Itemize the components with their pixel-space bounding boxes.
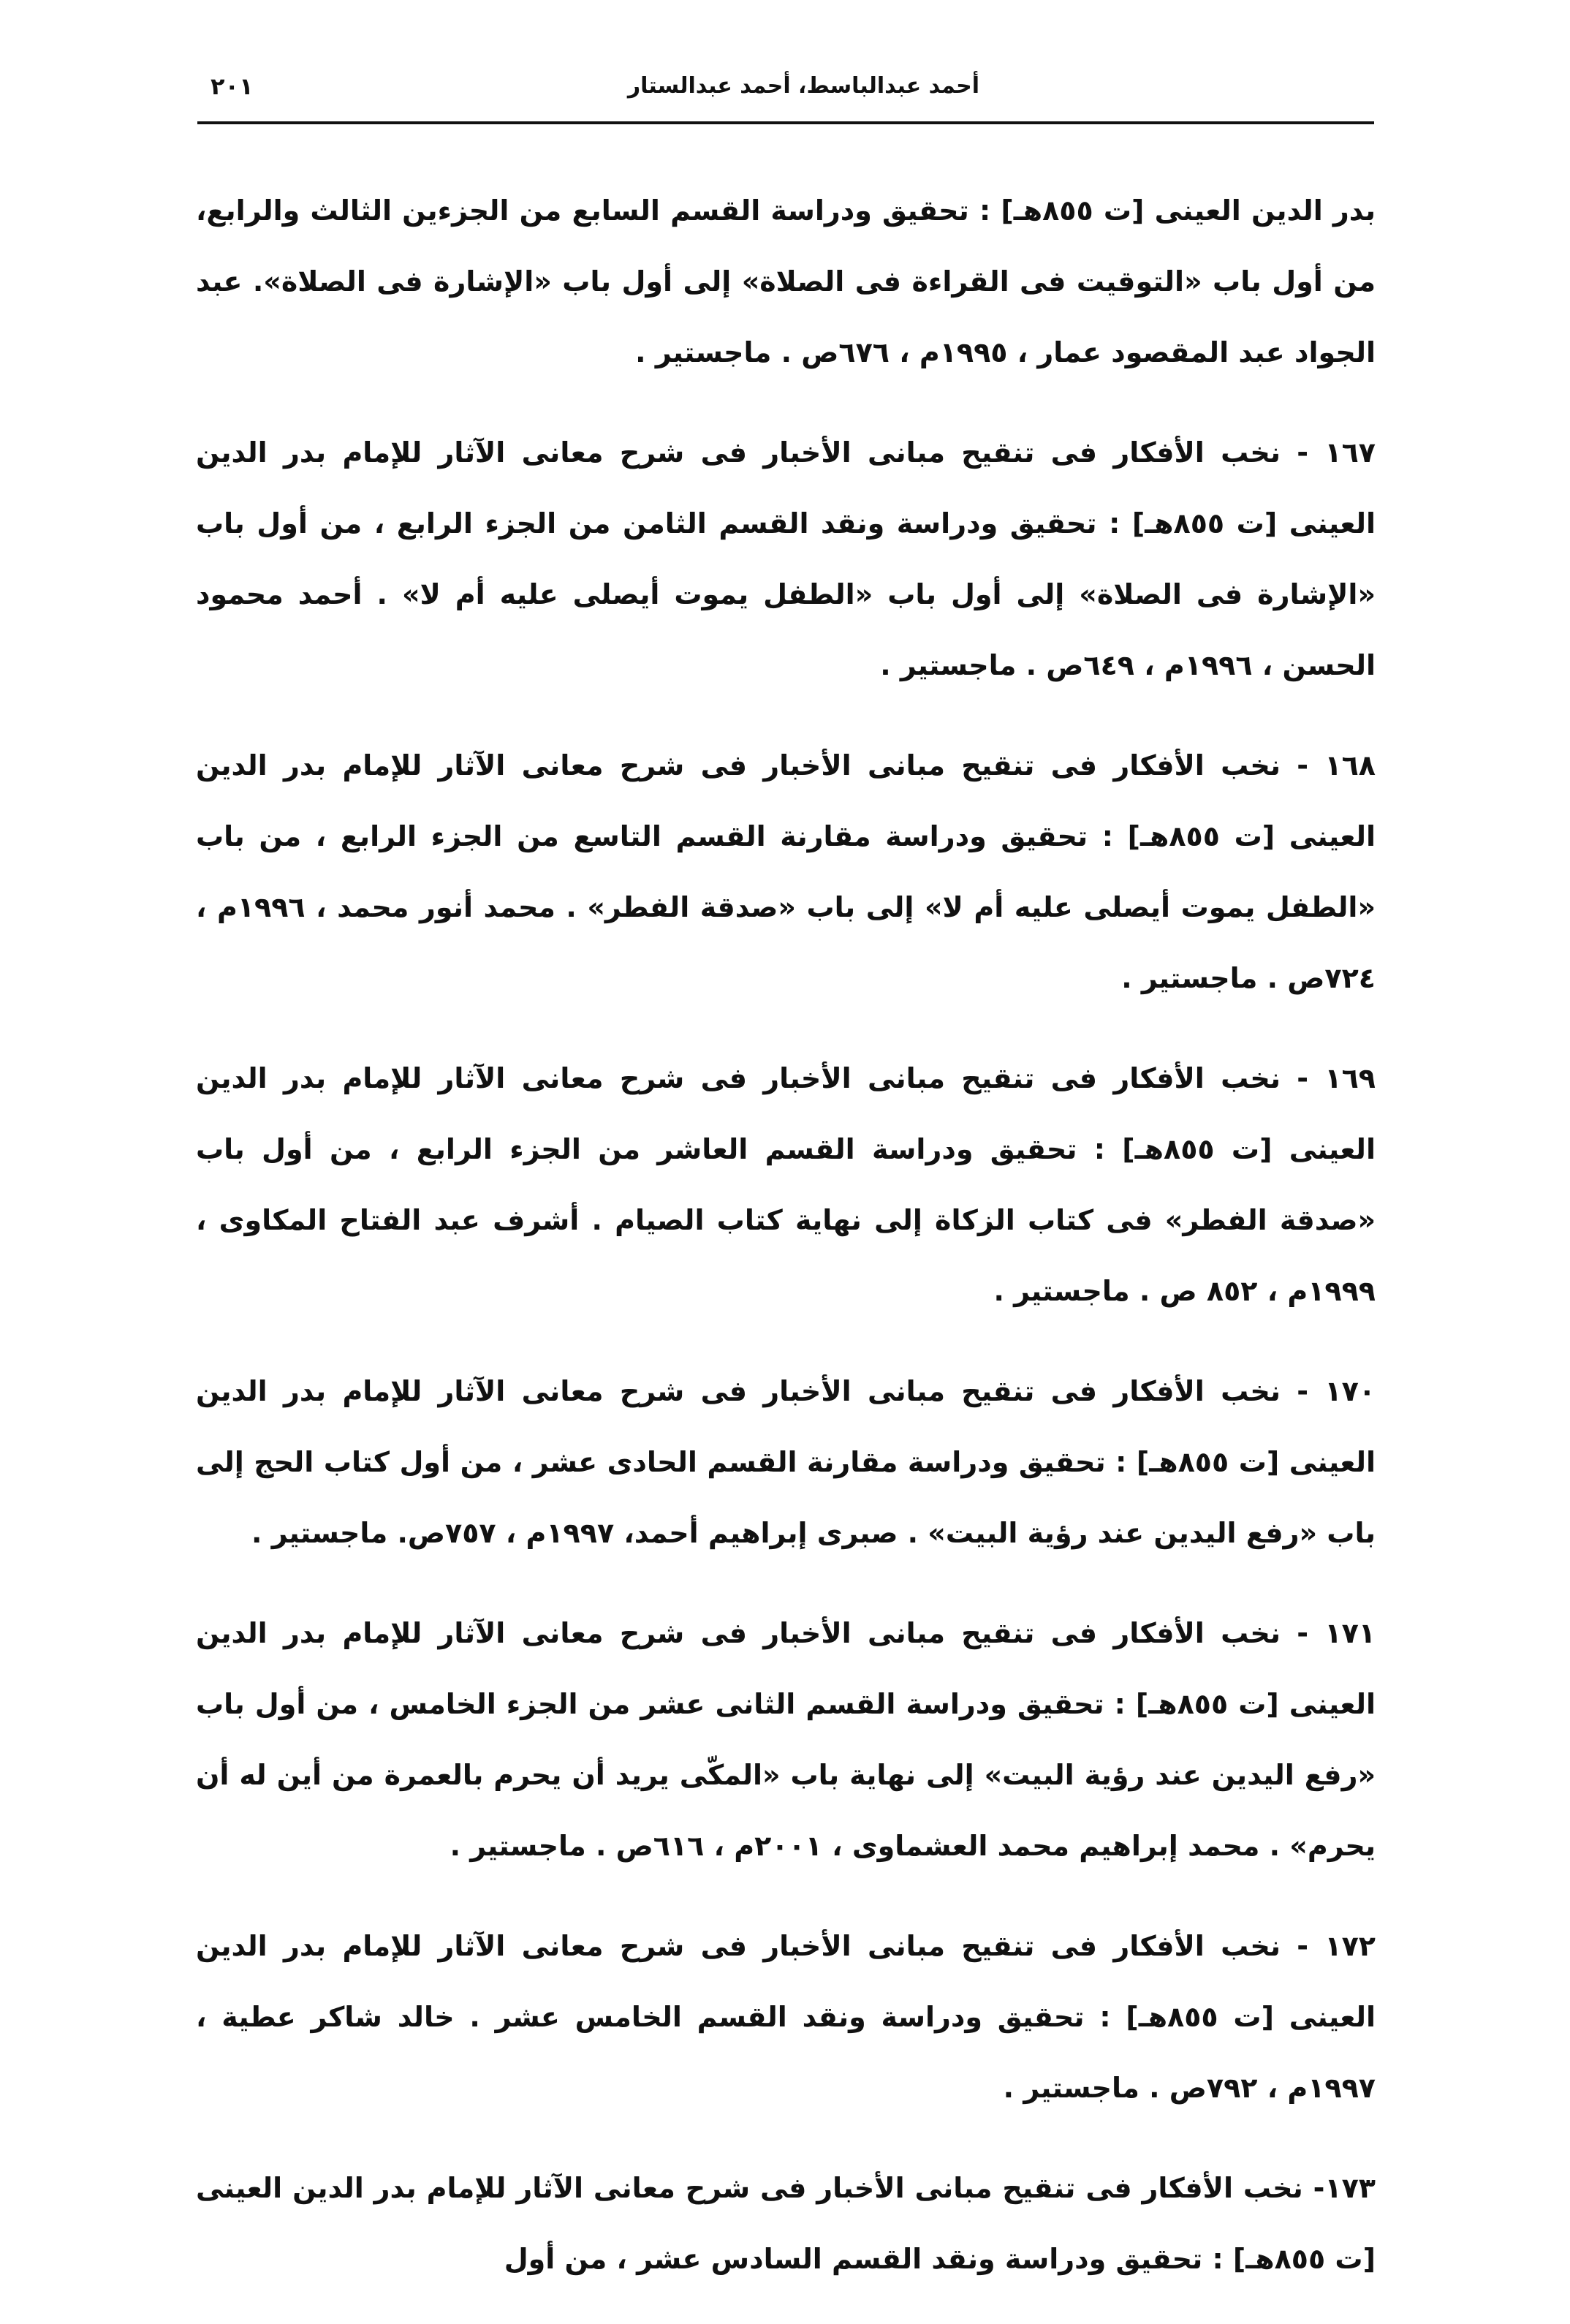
entry-172: ١٧٢ - نخب الأفكار فى تنقيح مبانى الأخبار فى شرح معانى الآثار للإمام بدر الدين العينى [ت ٨٥٥هـ] : تحقيق ودراسة ونقد القسم الخامس عشر . خالد شاكر عطية ، ١٩٩٧م ، ٧٩٢ص . ماجستير . xyxy=(196,1930,1376,2104)
bibliography-list xyxy=(196,175,1376,2324)
entry-173: ١٧٣- نخب الأفكار فى تنقيح مبانى الأخبار فى شرح معانى الآثار للإمام بدر الدين العينى [ت ٨٥٥هـ] : تحقيق ودراسة ونقد القسم السادس عشر ، من أول xyxy=(196,2172,1376,2275)
entry-169: ١٦٩ - نخب الأفكار فى تنقيح مبانى الأخبار فى شرح معانى الآثار للإمام بدر الدين العينى [ت ٨٥٥هـ] : تحقيق ودراسة القسم العاشر من الجزء الرابع ، من أول باب «صدقة الفطر» فى كتاب الزكاة إلى نهاية كتاب الصيام . أشرف عبد الفتاح المكاوى ، ١٩٩٩م ، ٨٥٢ ص . ماجستير . xyxy=(196,1062,1376,1307)
entry-167: ١٦٧ - نخب الأفكار فى تنقيح مبانى الأخبار فى شرح معانى الآثار للإمام بدر الدين العينى [ت ٨٥٥هـ] : تحقيق ودراسة ونقد القسم الثامن من الجزء الرابع ، من أول باب «الإشارة فى الصلاة» إلى أول باب «الطفل يموت أيصلى عليه أم لا» . أحمد محمود الحسن ، ١٩٩٦م ، ٦٤٩ص . ماجستير . xyxy=(196,436,1376,681)
entry-171: ١٧١ - نخب الأفكار فى تنقيح مبانى الأخبار فى شرح معانى الآثار للإمام بدر الدين العينى [ت ٨٥٥هـ] : تحقيق ودراسة القسم الثانى عشر من الجزء الخامس ، من أول باب «رفع اليدين عند رؤية البيت» إلى نهاية باب «المكّى يريد أن يحرم بالعمرة من أين له أن يحرم» . محمد إبراهيم محمد العشماوى ، ٢٠٠١م ، ٦١٦ص . ماجستير . xyxy=(196,1617,1376,1862)
entry-170: ١٧٠ - نخب الأفكار فى تنقيح مبانى الأخبار فى شرح معانى الآثار للإمام بدر الدين العينى [ت ٨٥٥هـ] : تحقيق ودراسة مقارنة القسم الحادى عشر ، من أول كتاب الحج إلى باب «رفع اليدين عند رؤية البيت» . صبرى إبراهيم أحمد، ١٩٩٧م ، ٧٥٧ص. ماجستير . xyxy=(196,1375,1376,1549)
entry-168: ١٦٨ - نخب الأفكار فى تنقيح مبانى الأخبار فى شرح معانى الآثار للإمام بدر الدين العينى [ت ٨٥٥هـ] : تحقيق ودراسة مقارنة القسم التاسع من الجزء الرابع ، من باب «الطفل يموت أيصلى عليه أم لا» إلى باب «صدقة الفطر» . محمد أنور محمد ، ١٩٩٦م ، ٧٢٤ص . ماجستير . xyxy=(196,749,1376,994)
running-header xyxy=(197,64,1374,123)
header-authors: أحمد عبدالباسط، أحمد عبدالستار xyxy=(627,73,979,99)
entry-continuation: بدر الدين العينى [ت ٨٥٥هـ] : تحقيق ودراسة القسم السابع من الجزءين الثالث والرابع، من أول باب «التوقيت فى القراءة فى الصلاة» إلى أول باب «الإشارة فى الصلاة». عبد الجواد عبد المقصود عمار ، ١٩٩٥م ، ٦٧٦ص . ماجستير . xyxy=(196,194,1376,368)
header-rule xyxy=(197,121,1374,124)
page-number: ٢٠١ xyxy=(211,72,254,100)
